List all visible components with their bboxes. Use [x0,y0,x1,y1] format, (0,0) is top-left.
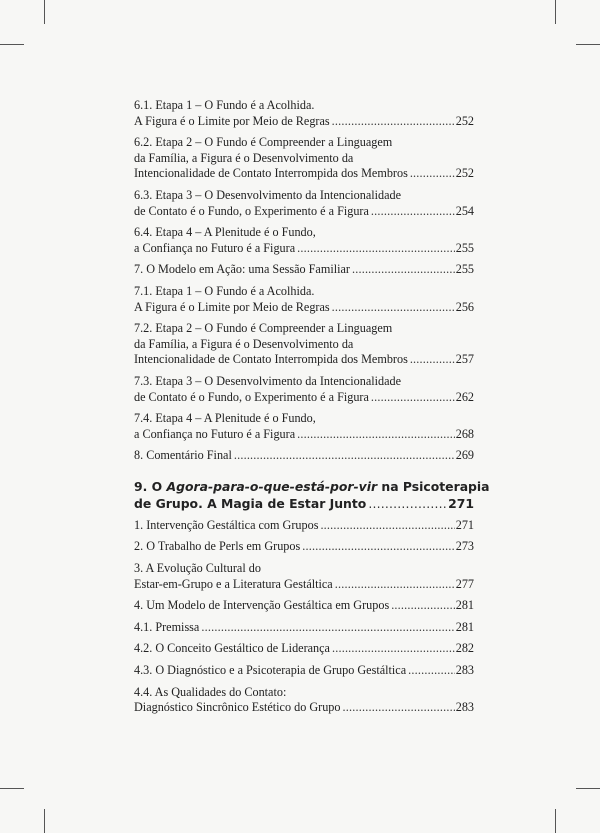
toc-page-number: 269 [455,448,474,463]
toc-page-number: 252 [455,113,474,128]
toc-entry[interactable] [134,620,474,636]
toc-page-number: 283 [455,700,474,715]
toc-entry[interactable] [134,262,474,278]
toc-entry-line [134,685,474,701]
toc-entry-text: a Confiança no Futuro é a Figura [134,240,296,255]
chapter-title-line [134,478,490,495]
toc-entry-text: de Contato é o Fundo, o Experimento é a Figura [134,203,369,218]
toc-entry-text: 6.3. Etapa 3 – O Desenvolvimento da Intencionalidade [134,187,402,202]
toc-entry[interactable] [134,98,474,129]
leader-dots [342,700,454,716]
toc-entry-last-line [134,300,474,316]
toc-entry[interactable] [134,598,474,614]
toc-entry-line [134,151,474,167]
toc-entry-text: 4.1. Premissa [134,619,200,634]
toc-entry-last-line [134,700,474,716]
toc-entry-last-line [134,262,474,278]
toc-entry-text: 7.3. Etapa 3 – O Desenvolvimento da Intencionalidade [134,373,402,388]
toc-page-number: 252 [455,166,474,181]
crop-mark [44,809,45,833]
toc-page-number: 282 [455,641,474,656]
toc-entry[interactable] [134,663,474,679]
leader-dots [332,641,455,657]
table-of-contents [134,98,490,722]
toc-entry[interactable] [134,411,474,442]
chapter-title-last-line [134,495,474,512]
crop-mark [576,788,600,789]
leader-dots [410,166,455,182]
toc-page-number: 262 [455,389,474,404]
toc-page-number: 281 [455,598,474,613]
leader-dots [297,427,455,443]
leader-dots [410,352,455,368]
toc-page-number: 273 [455,539,474,554]
toc-entry-text: 8. Comentário Final [134,448,232,463]
toc-entry-text: 7.4. Etapa 4 – A Plenitude é o Fundo, [134,411,316,426]
crop-mark [576,44,600,45]
toc-entry-line [134,411,474,427]
leader-dots [320,518,454,534]
toc-section-chapter-8 [134,98,474,464]
toc-entry-text: 4.2. O Conceito Gestáltico de Liderança [134,641,330,656]
leader-dots [352,262,455,278]
toc-entry-text: Diagnóstico Sincrônico Estético do Grupo [134,700,341,715]
crop-mark [0,788,24,789]
toc-entry-text: Estar-em-Grupo e a Literatura Gestáltica [134,576,333,591]
leader-dots [335,577,455,593]
toc-entry-line [134,374,474,390]
leader-dots [297,241,455,257]
toc-entry[interactable] [134,284,474,315]
toc-entry-last-line [134,204,474,220]
toc-entry[interactable] [134,641,474,657]
toc-entry-last-line [134,114,474,130]
toc-entry-last-line [134,241,474,257]
toc-entry-line [134,321,474,337]
toc-entry-text: 2. O Trabalho de Perls em Grupos [134,539,301,554]
toc-entry-line [134,188,474,204]
leader-dots [371,390,455,406]
toc-page-number: 255 [455,262,474,277]
toc-entry-last-line [134,539,474,555]
toc-entry-line [134,98,474,114]
toc-entry[interactable] [134,374,474,405]
toc-entry[interactable] [134,135,474,182]
toc-entry-last-line [134,427,474,443]
chapter-title-last: de Grupo. A Magia de Estar Junto [134,495,367,511]
toc-entry-text: de Contato é o Fundo, o Experimento é a Figura [134,389,369,404]
crop-mark [44,0,45,24]
toc-entry-last-line [134,663,474,679]
toc-page-number: 271 [455,517,474,532]
leader-dots [201,620,454,636]
toc-entry-text: Intencionalidade de Contato Interrompida dos Membros [134,352,408,367]
leader-dots [332,114,455,130]
toc-entry-text: 4. Um Modelo de Intervenção Gestáltica em Grupos [134,598,390,613]
toc-entry-text: A Figura é o Limite por Meio de Regras [134,299,330,314]
toc-entry-last-line [134,518,474,534]
toc-entry-text: 4.4. As Qualidades do Contato: [134,684,287,699]
toc-entry[interactable] [134,321,474,368]
toc-entry[interactable] [134,188,474,219]
leader-dots [302,539,455,555]
toc-entry-last-line [134,577,474,593]
chapter-heading [134,478,490,512]
toc-entry-text: 6.2. Etapa 2 – O Fundo é Compreender a Linguagem [134,135,393,150]
leader-dots [408,663,455,679]
toc-entry-text: 6.1. Etapa 1 – O Fundo é a Acolhida. [134,98,315,112]
toc-entry-text: 3. A Evolução Cultural do [134,561,261,576]
toc-entry-text: A Figura é o Limite por Meio de Regras [134,113,330,128]
toc-entry[interactable] [134,518,474,534]
toc-page-number: 255 [455,240,474,255]
toc-entry-last-line [134,352,474,368]
crop-mark [555,809,556,833]
toc-section-chapter-9 [134,518,474,716]
toc-entry-last-line [134,620,474,636]
toc-entry[interactable] [134,448,474,464]
toc-entry-text: da Família, a Figura é o Desenvolvimento da [134,336,354,351]
toc-page-number: 254 [455,203,474,218]
toc-page-number: 256 [455,299,474,314]
toc-entry-last-line [134,390,474,406]
toc-entry[interactable] [134,539,474,555]
toc-entry-line [134,284,474,300]
toc-page-number: 257 [455,352,474,367]
toc-entry-text: 1. Intervenção Gestáltica com Grupos [134,517,319,532]
toc-page-number: 281 [455,619,474,634]
toc-entry-line [134,337,474,353]
toc-entry-text: da Família, a Figura é o Desenvolvimento da [134,150,354,165]
toc-entry[interactable] [134,225,474,256]
toc-entry-last-line [134,598,474,614]
toc-page-number: 283 [455,663,474,678]
chapter-title-italic: Agora-para-o-que-está-por-vir [166,478,378,494]
toc-entry-line [134,135,474,151]
toc-entry-text: 7.1. Etapa 1 – O Fundo é a Acolhida. [134,283,315,298]
toc-entry-last-line [134,448,474,464]
chapter-page-number: 271 [448,495,474,511]
crop-mark [0,44,24,45]
toc-entry-text: 6.4. Etapa 4 – A Plenitude é o Fundo, [134,225,316,240]
toc-entry-last-line [134,166,474,182]
toc-entry-last-line [134,641,474,657]
toc-page-number: 277 [455,576,474,591]
toc-entry[interactable] [134,561,474,592]
crop-mark [555,0,556,24]
toc-entry-text: a Confiança no Futuro é a Figura [134,426,296,441]
toc-entry-line [134,561,474,577]
leader-dots [234,448,455,464]
leader-dots [368,495,447,512]
toc-entry-text: Intencionalidade de Contato Interrompida dos Membros [134,166,408,181]
leader-dots [371,204,455,220]
toc-entry-text: 4.3. O Diagnóstico e a Psicoterapia de Grupo Gestáltica [134,663,407,678]
toc-entry-line [134,225,474,241]
leader-dots [332,300,455,316]
toc-entry[interactable] [134,685,474,716]
toc-page-number: 268 [455,426,474,441]
toc-entry-text: 7. O Modelo em Ação: uma Sessão Familiar [134,262,350,277]
leader-dots [391,598,455,614]
chapter-title-text: 9. O Agora-para-o-que-está-por-vir na Psicoterapia [134,478,490,494]
toc-entry-text: 7.2. Etapa 2 – O Fundo é Compreender a Linguagem [134,321,393,336]
